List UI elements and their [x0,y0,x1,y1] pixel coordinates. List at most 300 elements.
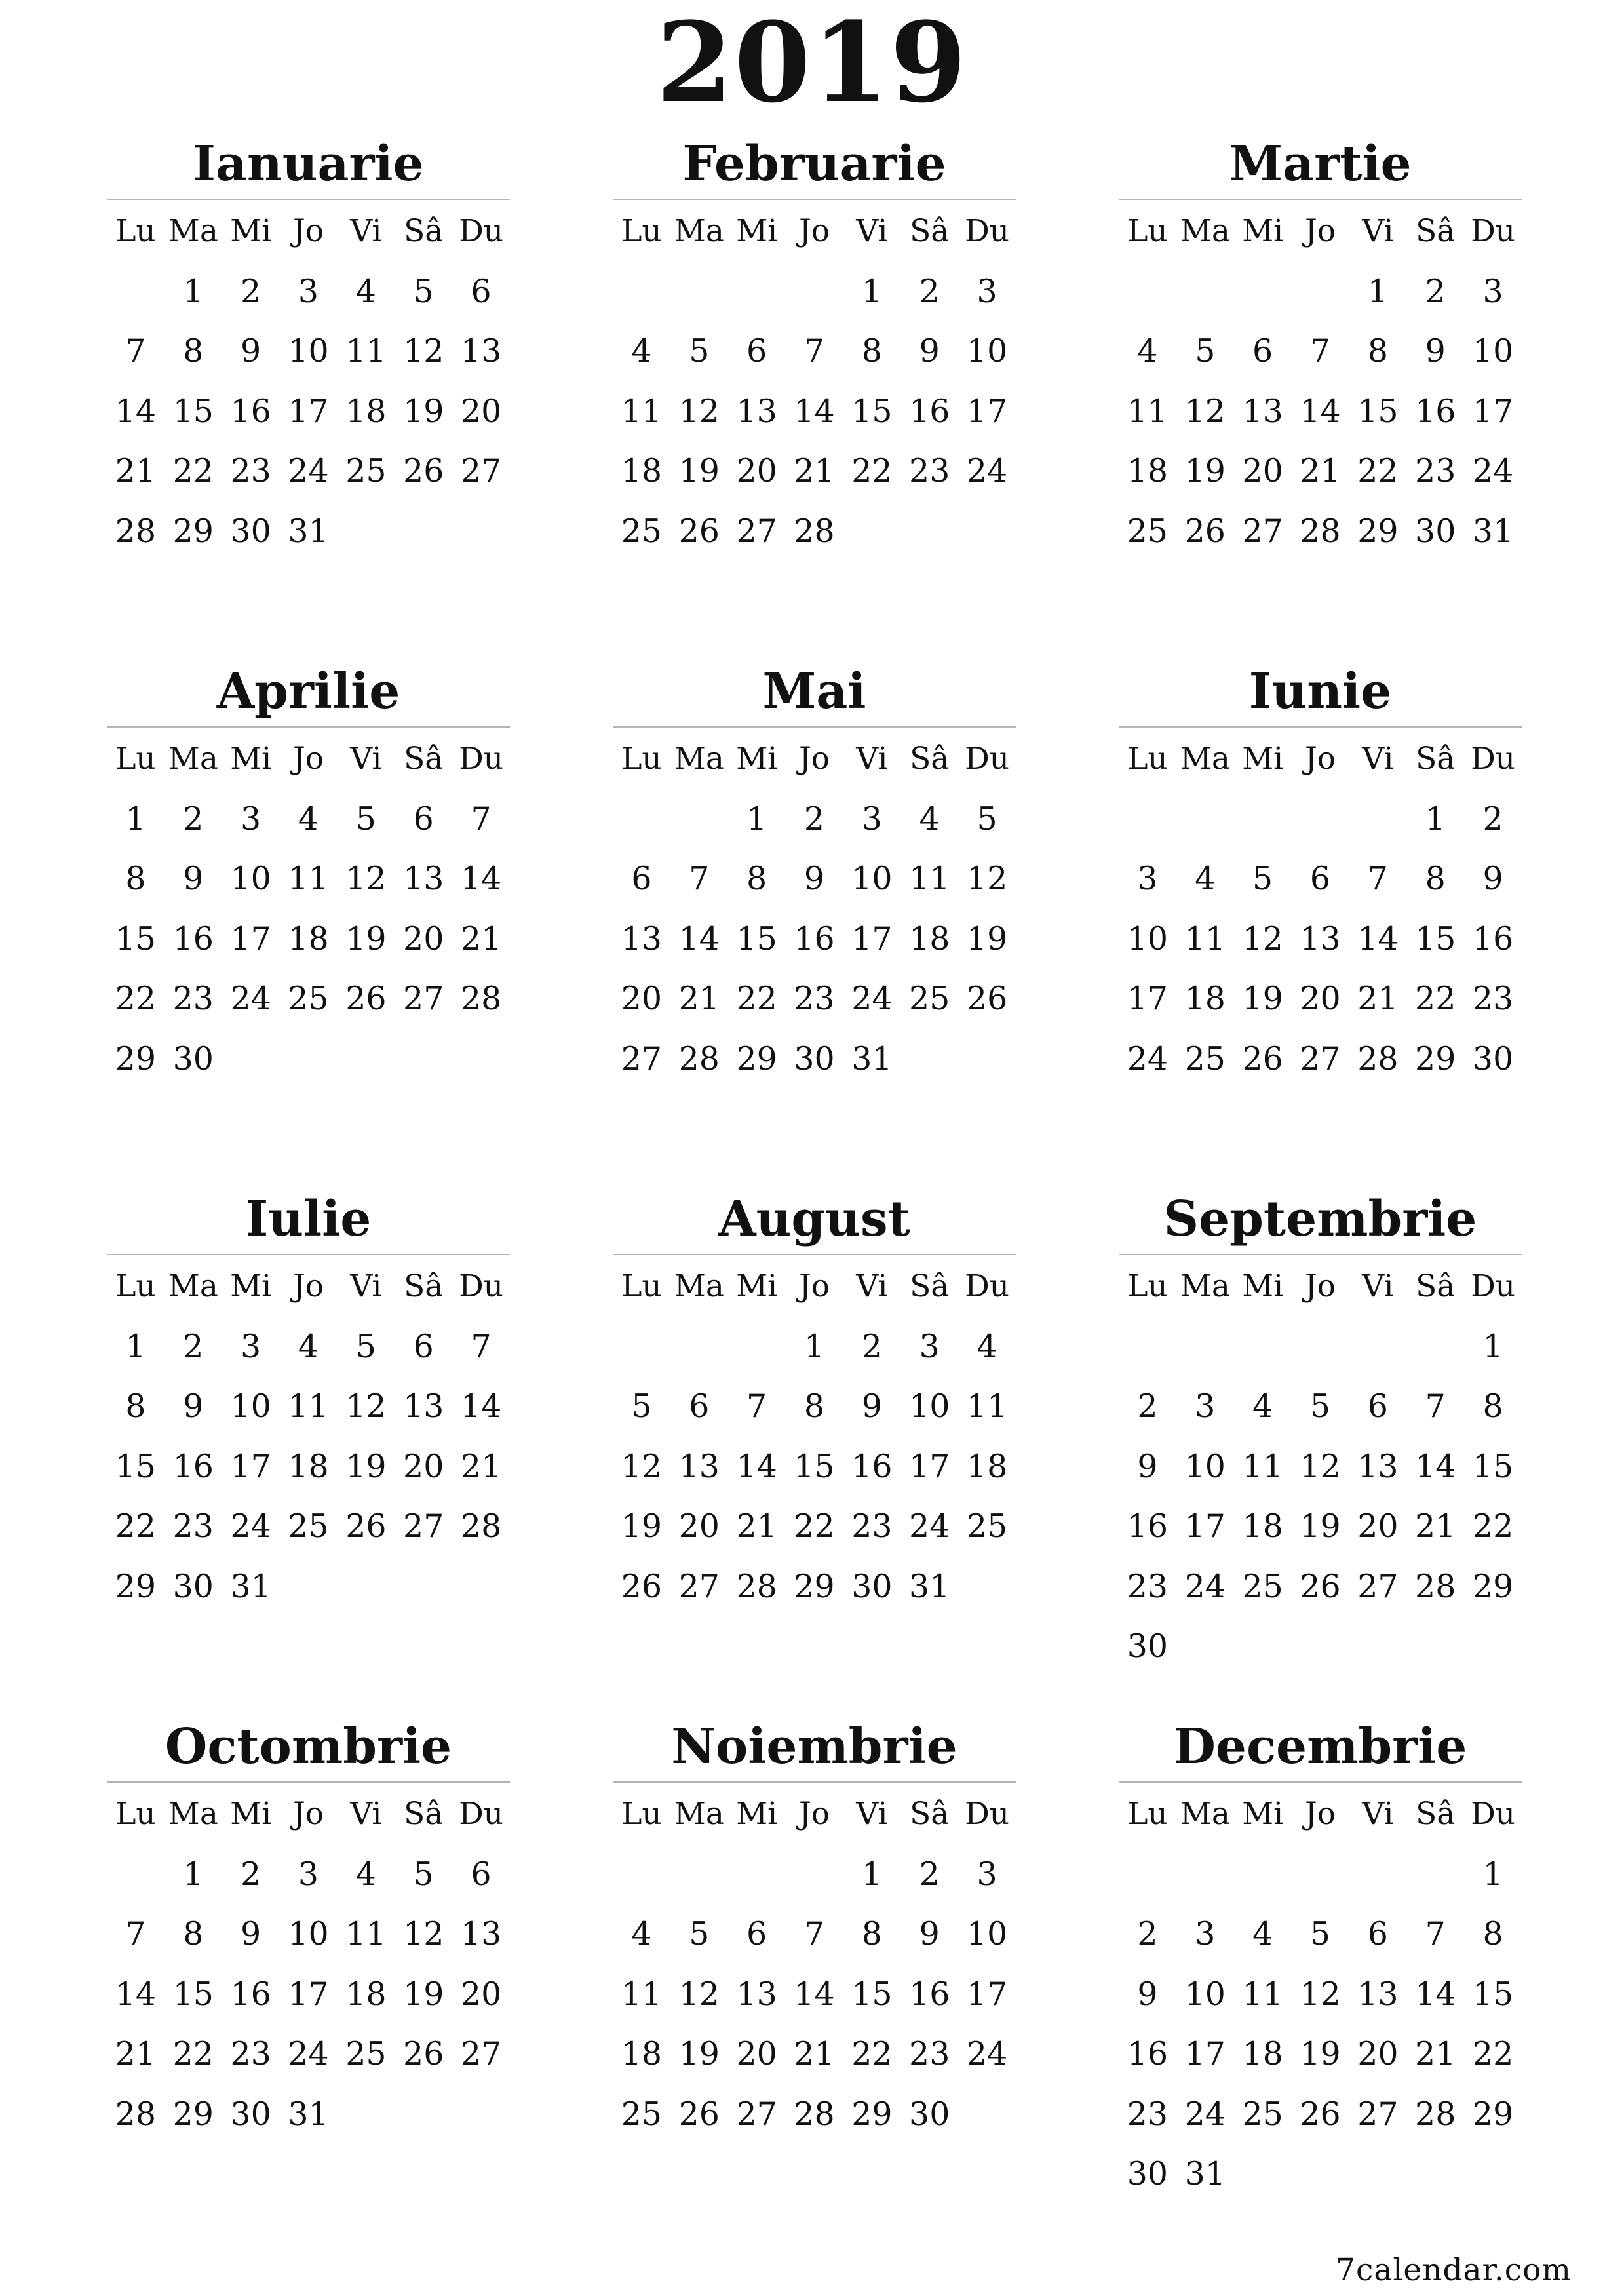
month-name: Ianuarie [193,136,424,192]
week-row [107,1317,510,1377]
day-cell: 28 [794,512,835,550]
weekday-label: Mi [230,1796,272,1833]
day-cell: 30 [794,1040,835,1078]
weekday-label: Mi [230,741,272,777]
month-name: Iunie [1248,663,1392,720]
weekday-label: Vi [350,1796,382,1833]
week-row [1119,1317,1522,1377]
day-cell: 30 [230,512,271,550]
day-cell: 18 [288,1447,329,1485]
day-cell: 21 [460,920,502,958]
day-cell: 20 [736,2035,777,2073]
day-cell: 9 [183,860,204,898]
day-cell: 25 [1184,1040,1226,1078]
day-cell: 31 [909,1567,950,1605]
weekday-label: Lu [1127,741,1168,777]
day-cell: 9 [919,332,940,370]
day-cell: 11 [909,860,950,898]
week-row [613,789,1016,849]
day-cell: 30 [909,2095,950,2133]
day-cell: 2 [1425,272,1446,310]
day-cell: 2 [183,800,204,838]
day-cell: 9 [1137,1447,1158,1485]
day-cell: 22 [1415,980,1456,1018]
day-cell: 20 [403,1447,444,1485]
day-cell: 16 [1127,1508,1169,1546]
day-cell: 2 [1137,1915,1158,1953]
week-row [107,1964,510,2025]
day-cell: 22 [1472,1508,1514,1546]
day-cell: 1 [1482,1327,1503,1365]
day-cell: 27 [736,512,777,550]
day-cell: 30 [1472,1040,1514,1078]
day-cell: 13 [678,1447,720,1485]
weekday-label: Vi [856,741,888,777]
day-cell: 22 [172,452,214,490]
weekday-header-row [1119,201,1522,262]
day-cell: 10 [230,860,271,898]
day-cell: 28 [115,512,157,550]
day-cell: 5 [1309,1915,1331,1953]
day-cell: 20 [460,392,502,430]
week-row [613,1496,1016,1557]
day-cell: 7 [803,332,825,370]
day-cell: 17 [1127,980,1169,1018]
day-cell: 19 [345,1447,387,1485]
day-cell: 29 [736,1040,777,1078]
day-cell: 26 [621,1567,663,1605]
week-row [613,849,1016,909]
day-cell: 31 [1184,2155,1226,2193]
weekday-label: Ma [168,741,218,777]
day-cell: 15 [736,920,777,958]
weekday-label: Jo [292,741,324,777]
weekday-label: Lu [621,1268,662,1305]
day-cell: 12 [403,1915,444,1953]
weekday-label: Vi [1362,213,1394,250]
week-row [1119,909,1522,969]
day-cell: 24 [1184,1567,1226,1605]
weekday-label: Jo [1304,741,1336,777]
day-cell: 9 [241,1915,261,1953]
week-row [107,1844,510,1905]
weekday-header-row [107,729,510,789]
week-row [1119,501,1522,562]
month-block-decembrie [1119,1717,1522,2193]
day-cell: 3 [1137,860,1158,898]
day-cell: 15 [172,1975,214,2013]
day-cell: 29 [115,1567,157,1605]
week-row [1119,441,1522,501]
day-cell: 21 [678,980,720,1018]
day-cell: 18 [1184,980,1226,1018]
day-cell: 7 [471,800,492,838]
week-row [107,262,510,322]
day-cell: 30 [1127,2155,1169,2193]
day-cell: 18 [621,2035,663,2073]
week-row [1119,2144,1522,2204]
day-cell: 6 [413,800,434,838]
day-cell: 24 [1127,1040,1169,1078]
week-row [107,1557,510,1617]
day-cell: 8 [183,332,204,370]
day-cell: 27 [1300,1040,1341,1078]
weekday-label: Mi [736,741,778,777]
day-cell: 21 [1415,1508,1456,1546]
day-cell: 1 [1482,1855,1503,1893]
month-divider [1119,726,1522,728]
day-cell: 30 [172,1567,214,1605]
day-cell: 1 [125,1327,146,1365]
day-cell: 2 [241,1855,261,1893]
month-name: Decembrie [1173,1719,1467,1775]
weekday-label: Jo [798,741,830,777]
weekday-header-row [1119,729,1522,789]
day-cell: 4 [631,1915,652,1953]
day-cell: 8 [1367,332,1388,370]
week-row [1119,1029,1522,1089]
day-cell: 27 [1357,1567,1399,1605]
week-row [613,381,1016,442]
weekday-label: Du [965,1268,1010,1305]
weekday-label: Du [1471,1796,1516,1833]
day-cell: 12 [1300,1447,1341,1485]
day-cell: 22 [851,2035,893,2073]
day-cell: 3 [298,272,319,310]
day-cell: 8 [1482,1915,1503,1953]
day-cell: 13 [1357,1975,1399,2013]
weekday-label: Du [1471,213,1516,250]
day-cell: 25 [1242,1567,1283,1605]
day-cell: 26 [403,2035,444,2073]
day-cell: 24 [230,1508,271,1546]
week-row [107,909,510,969]
day-cell: 17 [1184,2035,1226,2073]
week-row [613,2084,1016,2145]
day-cell: 21 [736,1508,777,1546]
weekday-label: Ma [168,1268,218,1305]
weekday-label: Vi [350,213,382,250]
month-block-august [613,1190,1016,1648]
day-cell: 16 [1472,920,1514,958]
month-name: Noiembrie [671,1719,957,1775]
day-cell: 27 [621,1040,663,1078]
day-cell: 9 [1425,332,1446,370]
day-cell: 28 [1415,1567,1456,1605]
day-cell: 19 [403,392,444,430]
weekday-label: Sâ [910,1268,950,1305]
week-row [1119,789,1522,849]
weekday-label: Lu [115,213,156,250]
week-row [613,1437,1016,1497]
day-cell: 16 [172,1447,214,1485]
weekday-label: Du [965,741,1010,777]
day-cell: 3 [1482,272,1503,310]
day-cell: 12 [345,860,387,898]
day-cell: 20 [1300,980,1341,1018]
month-name: Februarie [682,136,946,192]
day-cell: 26 [966,980,1008,1018]
day-cell: 25 [621,512,663,550]
day-cell: 8 [746,860,767,898]
day-cell: 3 [241,1327,261,1365]
month-divider [613,1254,1016,1255]
weekday-header-row [107,201,510,262]
weekday-label: Sâ [1416,741,1456,777]
day-cell: 3 [241,800,261,838]
week-row [1119,1844,1522,1905]
day-cell: 17 [966,1975,1008,2013]
day-cell: 6 [1367,1388,1388,1426]
day-cell: 1 [125,800,146,838]
week-row [107,2024,510,2084]
day-cell: 19 [1300,1508,1341,1546]
day-cell: 25 [345,2035,387,2073]
day-cell: 10 [1127,920,1169,958]
weekday-header-row [107,1784,510,1844]
day-cell: 11 [1242,1975,1283,2013]
day-cell: 29 [115,1040,157,1078]
day-cell: 25 [1242,2095,1283,2133]
day-cell: 12 [621,1447,663,1485]
weekday-label: Du [459,213,504,250]
day-cell: 11 [1127,392,1169,430]
weekday-label: Jo [292,1796,324,1833]
day-cell: 28 [678,1040,720,1078]
day-cell: 30 [172,1040,214,1078]
day-cell: 4 [631,332,652,370]
day-cell: 11 [1242,1447,1283,1485]
day-cell: 19 [966,920,1008,958]
day-cell: 11 [288,860,329,898]
weekday-label: Lu [621,741,662,777]
week-row [613,1317,1016,1377]
day-cell: 28 [460,980,502,1018]
month-divider [613,726,1016,728]
day-cell: 20 [1242,452,1283,490]
weekday-label: Mi [1242,741,1284,777]
day-cell: 8 [803,1388,825,1426]
month-divider [1119,199,1522,200]
day-cell: 17 [1184,1508,1226,1546]
day-cell: 6 [413,1327,434,1365]
day-cell: 14 [1357,920,1399,958]
day-cell: 12 [1242,920,1283,958]
week-row [1119,2024,1522,2084]
day-cell: 19 [345,920,387,958]
day-cell: 13 [1357,1447,1399,1485]
day-cell: 23 [1127,2095,1169,2133]
day-cell: 9 [1482,860,1503,898]
weekday-label: Lu [1127,1268,1168,1305]
day-cell: 23 [230,2035,271,2073]
weekday-label: Sâ [1416,1268,1456,1305]
weekday-label: Mi [230,213,272,250]
week-row [1119,321,1522,381]
day-cell: 22 [851,452,893,490]
weekday-label: Sâ [1416,1796,1456,1833]
day-cell: 4 [298,800,319,838]
day-cell: 13 [621,920,663,958]
day-cell: 15 [1472,1975,1514,2013]
day-cell: 2 [1482,800,1503,838]
day-cell: 31 [230,1567,271,1605]
day-cell: 23 [1415,452,1456,490]
day-cell: 7 [803,1915,825,1953]
year-title: 2019 [656,0,968,127]
day-cell: 10 [288,332,329,370]
day-cell: 15 [1472,1447,1514,1485]
day-cell: 7 [746,1388,767,1426]
day-cell: 17 [288,392,329,430]
day-cell: 4 [1252,1915,1273,1953]
day-cell: 18 [1127,452,1169,490]
day-cell: 24 [909,1508,950,1546]
weekday-label: Lu [1127,213,1168,250]
day-cell: 10 [966,332,1008,370]
day-cell: 26 [678,2095,720,2133]
day-cell: 9 [1137,1975,1158,2013]
day-cell: 31 [288,2095,329,2133]
day-cell: 2 [861,1327,882,1365]
week-row [613,1904,1016,1964]
day-cell: 14 [460,860,502,898]
day-cell: 16 [172,920,214,958]
weekday-label: Sâ [404,1796,444,1833]
day-cell: 5 [689,1915,710,1953]
day-cell: 1 [861,272,882,310]
day-cell: 4 [976,1327,997,1365]
month-divider [107,1781,510,1783]
day-cell: 29 [1415,1040,1456,1078]
day-cell: 24 [230,980,271,1018]
day-cell: 12 [1184,392,1226,430]
week-row [613,501,1016,562]
week-row [107,849,510,909]
day-cell: 7 [1425,1388,1446,1426]
day-cell: 3 [919,1327,940,1365]
day-cell: 19 [678,2035,720,2073]
day-cell: 7 [1425,1915,1446,1953]
day-cell: 23 [1127,1567,1169,1605]
day-cell: 24 [966,452,1008,490]
weekday-label: Mi [1242,213,1284,250]
day-cell: 4 [1252,1388,1273,1426]
day-cell: 3 [1195,1388,1216,1426]
day-cell: 15 [794,1447,835,1485]
day-cell: 17 [230,920,271,958]
weekday-label: Jo [1304,213,1336,250]
month-divider [613,1781,1016,1783]
day-cell: 5 [355,1327,376,1365]
day-cell: 7 [125,332,146,370]
day-cell: 16 [1415,392,1456,430]
day-cell: 10 [230,1388,271,1426]
weekday-label: Vi [1362,741,1394,777]
day-cell: 29 [172,512,214,550]
day-cell: 23 [794,980,835,1018]
month-block-mai [613,662,1016,1121]
weekday-header-row [613,201,1016,262]
weekday-label: Jo [292,213,324,250]
day-cell: 14 [1415,1447,1456,1485]
day-cell: 11 [1184,920,1226,958]
day-cell: 18 [1242,2035,1283,2073]
day-cell: 22 [115,1508,157,1546]
weekday-label: Ma [1180,213,1230,250]
month-block-noiembrie [613,1717,1016,2176]
day-cell: 21 [460,1447,502,1485]
weekday-label: Ma [674,741,724,777]
weekday-label: Sâ [1416,213,1456,250]
week-row [107,969,510,1029]
weekday-label: Mi [736,213,778,250]
day-cell: 23 [172,980,214,1018]
month-block-februarie [613,134,1016,593]
week-row [107,1437,510,1497]
day-cell: 28 [1300,512,1341,550]
day-cell: 15 [1357,392,1399,430]
week-row [613,909,1016,969]
day-cell: 30 [851,1567,893,1605]
day-cell: 14 [1300,392,1341,430]
day-cell: 1 [861,1855,882,1893]
day-cell: 5 [1195,332,1216,370]
weekday-label: Sâ [404,741,444,777]
day-cell: 15 [115,920,157,958]
day-cell: 16 [909,392,950,430]
weekday-header-row [613,1256,1016,1317]
weekday-label: Mi [230,1268,272,1305]
weekday-label: Vi [350,741,382,777]
day-cell: 28 [736,1567,777,1605]
day-cell: 16 [794,920,835,958]
day-cell: 14 [678,920,720,958]
day-cell: 18 [345,392,387,430]
day-cell: 1 [746,800,767,838]
month-divider [107,1254,510,1255]
day-cell: 27 [460,2035,502,2073]
month-block-septembrie [1119,1190,1522,1665]
day-cell: 20 [1357,1508,1399,1546]
day-cell: 10 [909,1388,950,1426]
weekday-label: Ma [168,213,218,250]
day-cell: 29 [851,2095,893,2133]
weekday-label: Ma [168,1796,218,1833]
day-cell: 8 [125,1388,146,1426]
day-cell: 6 [1367,1915,1388,1953]
day-cell: 4 [355,1855,376,1893]
day-cell: 25 [966,1508,1008,1546]
weekday-label: Lu [621,213,662,250]
day-cell: 19 [678,452,720,490]
week-row [1119,1496,1522,1557]
weekday-label: Jo [1304,1796,1336,1833]
month-name: Iulie [245,1191,372,1247]
weekday-label: Mi [736,1268,778,1305]
day-cell: 24 [288,2035,329,2073]
week-row [613,321,1016,381]
weekday-label: Sâ [404,213,444,250]
day-cell: 4 [919,800,940,838]
day-cell: 5 [355,800,376,838]
day-cell: 26 [1184,512,1226,550]
day-cell: 23 [909,2035,950,2073]
month-block-ianuarie [107,134,510,593]
day-cell: 14 [794,1975,835,2013]
day-cell: 10 [1184,1975,1226,2013]
day-cell: 21 [1357,980,1399,1018]
